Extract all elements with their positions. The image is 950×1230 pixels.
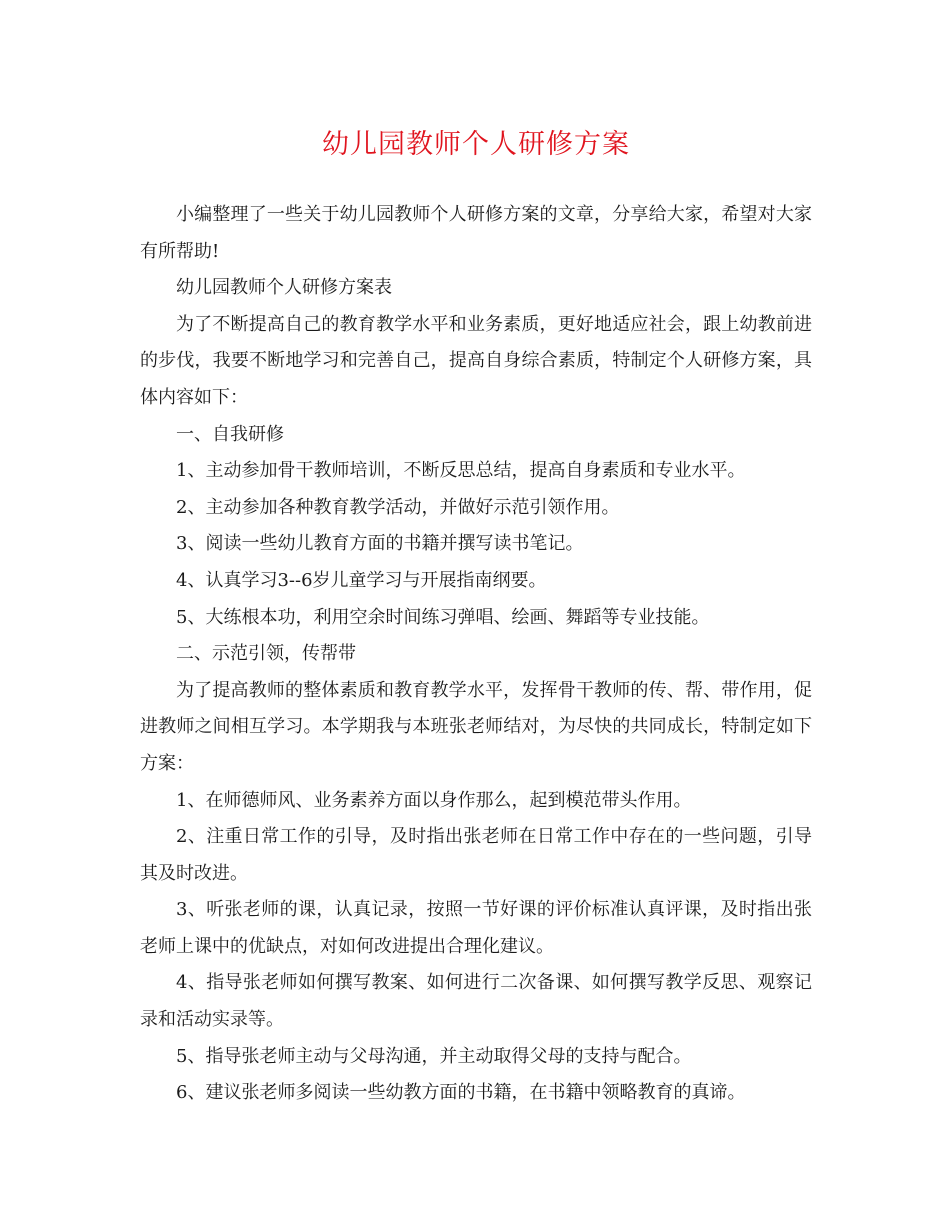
document-title: 幼儿园教师个人研修方案 — [322, 129, 630, 160]
list-item: 1、在师德师风、业务素养方面以身作那么，起到模范带头作用。 — [176, 789, 692, 811]
list-item: 2、主动参加各种教育教学活动，并做好示范引领作用。 — [176, 496, 620, 518]
list-item: 1、主动参加骨干教师培训，不断反思总结，提高自身素质和专业水平。 — [176, 460, 746, 482]
subtitle-paragraph: 幼儿园教师个人研修方案表 — [176, 277, 392, 299]
list-item: 4、认真学习3--6岁儿童学习与开展指南纲要。 — [176, 569, 547, 591]
list-item: 5、指导张老师主动与父母沟通，并主动取得父母的支持与配合。 — [176, 1045, 692, 1067]
list-item: 2、注重日常工作的引导，及时指出张老师在日常工作中存在的一些问题，引导其及时改进。 — [140, 826, 812, 884]
list-item: 3、阅读一些幼儿教育方面的书籍并撰写读书笔记。 — [176, 533, 584, 555]
list-item: 5、大练根本功，利用空余时间练习弹唱、绘画、舞蹈等专业技能。 — [176, 606, 710, 628]
intro-paragraph: 小编整理了一些关于幼儿园教师个人研修方案的文章，分享给大家，希望对大家有所帮助! — [140, 204, 812, 262]
document-page — [140, 125, 812, 1112]
list-item: 6、建议张老师多阅读一些幼教方面的书籍，在书籍中领略教育的真谛。 — [176, 1082, 746, 1104]
list-item: 3、听张老师的课，认真记录，按照一节好课的评价标准认真评课，及时指出张老师上课中的优缺点，对如何改进提出合理化建议。 — [140, 899, 812, 957]
section-heading-self-study: 一、自我研修 — [176, 423, 284, 445]
list-item: 4、指导张老师如何撰写教案、如何进行二次备课、如何撰写教学反思、观察记录和活动实录等。 — [140, 972, 812, 1031]
document-body — [140, 197, 812, 1112]
section-heading-mentoring: 二、示范引领，传帮带 — [176, 643, 356, 665]
purpose-paragraph: 为了不断提高自己的教育教学水平和业务素质，更好地适应社会，跟上幼教前进的步伐，我要不断地学习和完善自己，提高自身综合素质，特制定个人研修方案，具体内容如下： — [140, 313, 812, 408]
mentoring-intro-paragraph: 为了提高教师的整体素质和教育教学水平，发挥骨干教师的传、帮、带作用，促进教师之间相互学习。本学期我与本班张老师结对，为尽快的共同成长，特制定如下方案： — [140, 679, 812, 774]
